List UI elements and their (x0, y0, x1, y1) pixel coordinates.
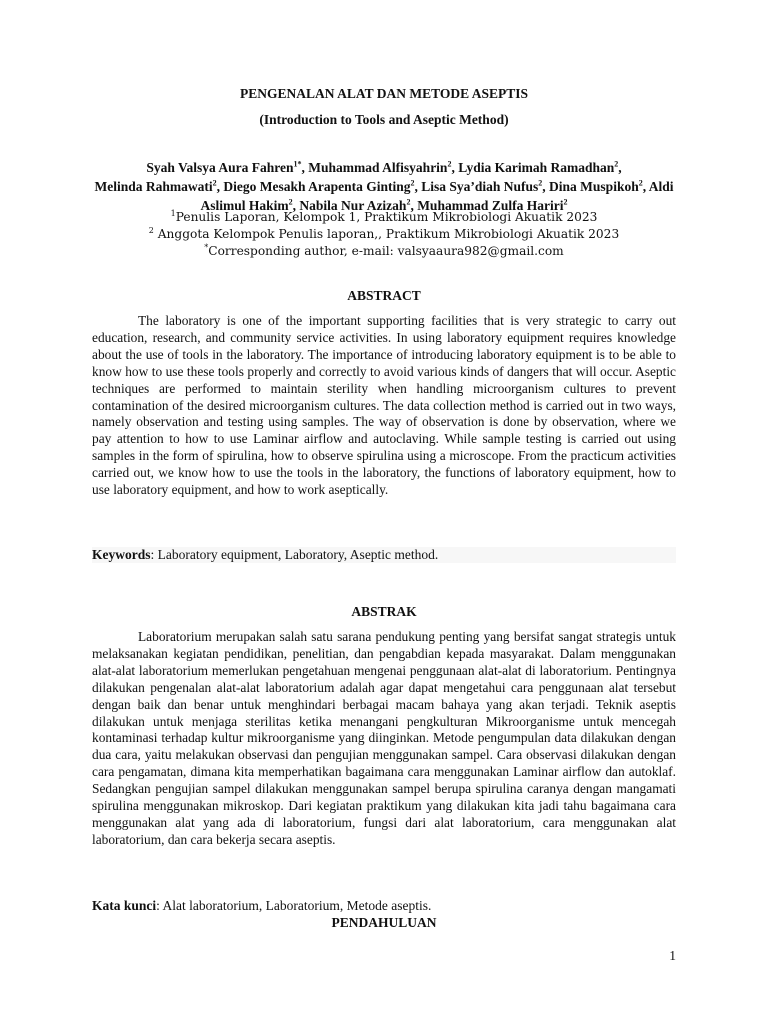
kata-kunci-text: : Alat laboratorium, Laboratorium, Metode aseptis. (156, 898, 432, 913)
section-heading: PENDAHULUAN (331, 915, 437, 930)
corresponding-author: *Corresponding author, e-mail: valsyaaura982@gmail.com (204, 242, 564, 258)
keywords-text: : Laboratory equipment, Laboratory, Aseptic method. (150, 547, 439, 562)
paper-title: PENGENALAN ALAT DAN METODE ASEPTIS (239, 86, 529, 101)
kata-kunci-label: Kata kunci (92, 898, 157, 913)
affiliation-list (92, 209, 676, 260)
author: Diego Mesakh Arapenta Ginting$^2$, (223, 178, 422, 194)
author: Muhammad Alfisyahrin$^2$, (308, 159, 459, 175)
author: Melinda Rahmawati$^2$, (94, 178, 224, 194)
keywords-label: Keywords (92, 547, 151, 562)
abstract-keywords (92, 547, 676, 563)
author: Muhammad Zulfa Hariri$^2$ (417, 197, 568, 213)
author: Nabila Nur Azizah$^2$, (299, 197, 418, 213)
affiliation: $^1$Penulis Laporan, Kelompok 1, Praktikum Mikrobiologi Akuatik 2023 (170, 208, 598, 224)
abstrak-keywords (92, 898, 676, 914)
author-list (92, 158, 676, 215)
author: Syah Valsya Aura Fahren$^{1*}$, (146, 159, 309, 175)
author: Lydia Karimah Ramadhan$^2$, (458, 159, 622, 175)
abstract-heading: ABSTRACT (347, 288, 421, 303)
page-number: 1 (669, 948, 676, 963)
author: Dina Muspikoh$^2$, (549, 178, 649, 194)
abstrak-body: Laboratorium merupakan salah satu sarana pendukung penting yang bersifat sangat strategis untuk melaksanakan kegiatan pendidikan, penelitian, dan pengabdian kepada masyarakat. Dalam menggunakan alat-alat laboratorium memerlukan pengetahuan mengenai penggunaan alat-alat di laboratorium. Pentingnya dilakukan pengenalan alat-alat laboratorium adalah agar dapat mengetahui cara penggunaan alat tersebut dengan baik dan benar untuk menghindari berbagai macam bahaya yang akan terjadi. Teknik aseptis dilakukan untuk menjaga sterilitas ketika menangani pengkulturan Mikroorganisme untuk mencegah kontaminasi terhadap kultur mikroorganisme yang diinginkan. Metode pengumpulan data dilakukan dengan dua cara, yaitu melakukan observasi dan pengujian menggunakan sampel. Cara observasi dilakukan dengan cara pengamatan, dimana kita memperhatikan bagaimana cara menggunakan Laminar airflow dan autoklaf. Sedangkan pengujian sampel dilakukan menggunakan sampel berupa spirulina caranya dengan mangamati spirulina menggunakan mikroskop. Dari kegiatan praktikum yang dilakukan kita jadi tahu bagaimana cara menggunakan alat yang ada di laboratorium, fungsi dari alat laboratorium, cara menggunakan alat laboratorium, dan cara bekerja secara aseptis. (92, 629, 676, 847)
author: Aldi Aslimul Hakim$^2$, (200, 179, 674, 213)
abstrak-heading: ABSTRAK (351, 604, 417, 619)
author: Lisa Sya’diah Nufus$^2$, (421, 178, 550, 194)
paper-subtitle: (Introduction to Tools and Aseptic Method) (259, 112, 509, 127)
abstract-body: The laboratory is one of the important supporting facilities that is very strategic to carry out education, research, and community service activities. In using laboratory equipment requires knowledge about the use of tools in the laboratory. The importance of introducing laboratory equipment is to be able to know how to use these tools properly and correctly to avoid various kinds of dangers that will occur. Aseptic techniques are performed to maintain sterility when handling microorganism cultures to prevent contamination of the desired microorganism cultures. The data collection method is carried out in two ways, namely observation and testing using samples. The way of observation is done by observation, where we pay attention to how to use Laminar airflow and autoclaving. While sample testing is carried out using samples in the form of spirulina, how to observe spirulina using a microscope. From the practicum activities carried out, we know how to use the tools in the laboratory, the functions of laboratory equipment, how to use laboratory equipment, and how to work aseptically. (92, 313, 676, 498)
affiliation: $^2$ Anggota Kelompok Penulis laporan,, Praktikum Mikrobiologi Akuatik 2023 (148, 225, 620, 241)
